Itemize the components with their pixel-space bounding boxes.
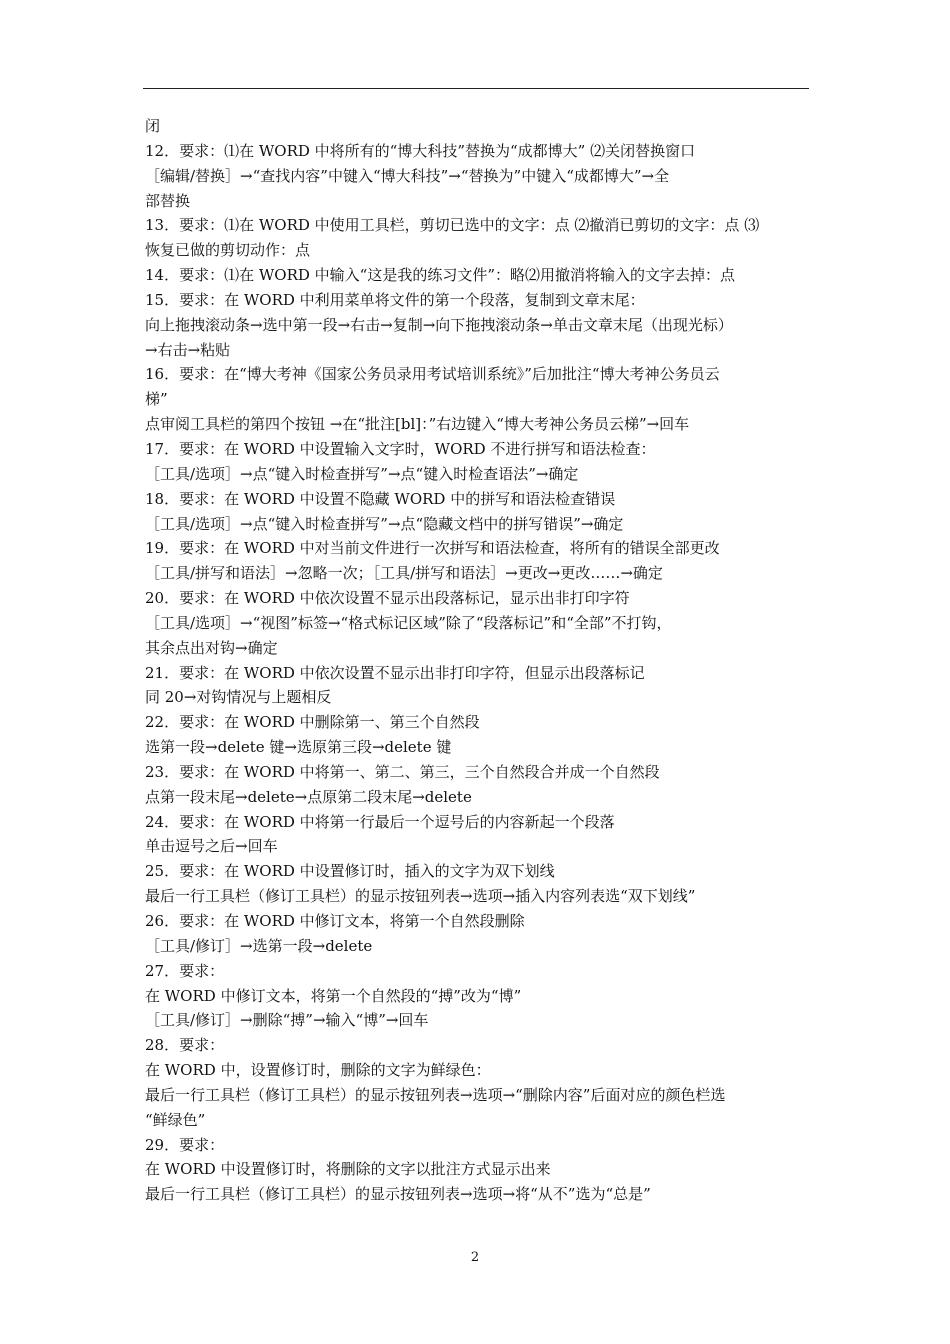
text-line: 最后一行工具栏（修订工具栏）的显示按钮列表→选项→插入内容列表选“双下划线”	[145, 887, 696, 906]
text-line: 点第一段末尾→delete→点原第二段末尾→delete	[145, 787, 472, 806]
text-line: 最后一行工具栏（修订工具栏）的显示按钮列表→选项→将“从不”选为“总是”	[145, 1185, 651, 1204]
text-line: 恢复已做的剪切动作：点	[145, 241, 311, 260]
text-line: 22．要求：在 WORD 中删除第一、第三个自然段	[145, 713, 480, 732]
text-line: 单击逗号之后→回车	[145, 837, 278, 856]
text-line: 16．要求：在“博大考神《国家公务员录用考试培训系统》”后加批注“博大考神公务员云	[145, 365, 720, 384]
text-line: 其余点出对钩→确定	[145, 638, 278, 657]
text-line: 闭	[145, 117, 161, 135]
text-line: 15．要求：在 WORD 中利用菜单将文件的第一个段落，复制到文章末尾：	[145, 290, 645, 309]
text-line: 20．要求：在 WORD 中依次设置不显示出段落标记，显示出非打印字符	[145, 589, 630, 608]
text-line: 23．要求：在 WORD 中将第一、第二、第三，三个自然段合并成一个自然段	[145, 762, 660, 781]
text-line: 在 WORD 中修订文本，将第一个自然段的“搏”改为“博”	[145, 986, 522, 1005]
text-line: 17．要求：在 WORD 中设置输入文字时，WORD 不进行拼写和语法检查：	[145, 439, 656, 458]
text-line: 在 WORD 中设置修订时，将删除的文字以批注方式显示出来	[145, 1160, 551, 1179]
text-line: 梯”	[145, 390, 168, 409]
text-line: →右击→粘贴	[145, 340, 231, 359]
text-line: ［工具/选项］→点“键入时检查拼写”→点“键入时检查语法”→确定	[145, 464, 579, 483]
page-number: 2	[470, 1250, 480, 1265]
text-line: 在 WORD 中，设置修订时，删除的文字为鲜绿色：	[145, 1061, 491, 1080]
text-line: 最后一行工具栏（修订工具栏）的显示按钮列表→选项→“删除内容”后面对应的颜色栏选	[145, 1085, 726, 1104]
text-line: 27．要求：	[145, 961, 225, 980]
text-line: “鲜绿色”	[145, 1110, 206, 1129]
text-line: ［工具/拼写和语法］→忽略一次；［工具/拼写和语法］→更改→更改……→确定	[145, 564, 663, 583]
text-line: 24．要求：在 WORD 中将第一行最后一个逗号后的内容新起一个段落	[145, 812, 615, 831]
text-line: ［编辑/替换］→“查找内容”中键入“博大科技”→“替换为”中键入“成都博大”→全	[145, 166, 670, 185]
text-line: 25．要求：在 WORD 中设置修订时，插入的文字为双下划线	[145, 862, 555, 881]
text-line: 18．要求：在 WORD 中设置不隐藏 WORD 中的拼写和语法检查错误	[145, 489, 616, 508]
text-line: ［工具/选项］→点“键入时检查拼写”→点“隐藏文档中的拼写错误”→确定	[145, 514, 624, 533]
text-line: 26．要求：在 WORD 中修订文本，将第一个自然段删除	[145, 912, 525, 930]
text-line: 点审阅工具栏的第四个按钮 →在“批注[bl]：”右边键入“博大考神公务员云梯”→回车	[145, 415, 690, 434]
header-rule	[143, 88, 809, 89]
document-body	[145, 114, 811, 1207]
text-line: ［工具/选项］→“视图”标签→“格式标记区域”除了“段落标记”和“全部”不打钩，	[145, 613, 672, 632]
text-line: 13．要求：⑴在 WORD 中使用工具栏，剪切已选中的文字：点 ⑵撤消已剪切的文字：点 ⑶	[145, 216, 760, 235]
text-line: 29．要求：	[145, 1135, 225, 1154]
text-line: 19．要求：在 WORD 中对当前文件进行一次拼写和语法检查，将所有的错误全部更改	[145, 539, 720, 558]
text-line: 同 20→对钩情况与上题相反	[145, 688, 332, 707]
text-line: ［工具/修订］→删除“搏”→输入“博”→回车	[145, 1011, 429, 1030]
text-line: ［工具/修订］→选第一段→delete	[145, 936, 373, 955]
text-line: 选第一段→delete 键→选原第三段→delete 键	[145, 738, 452, 757]
text-line: 部替换	[145, 191, 191, 210]
text-line: 21．要求：在 WORD 中依次设置不显示出非打印字符，但显示出段落标记	[145, 663, 645, 682]
text-line: 14．要求：⑴在 WORD 中输入“这是我的练习文件”：略⑵用撤消将输入的文字去掉：点	[145, 266, 735, 285]
text-line: 12．要求：⑴在 WORD 中将所有的“博大科技”替换为“成都博大” ⑵关闭替换窗口	[145, 141, 696, 160]
text-line: 28．要求：	[145, 1036, 225, 1055]
text-line: 向上拖拽滚动条→选中第一段→右击→复制→向下拖拽滚动条→单击文章末尾（出现光标）	[145, 315, 733, 334]
